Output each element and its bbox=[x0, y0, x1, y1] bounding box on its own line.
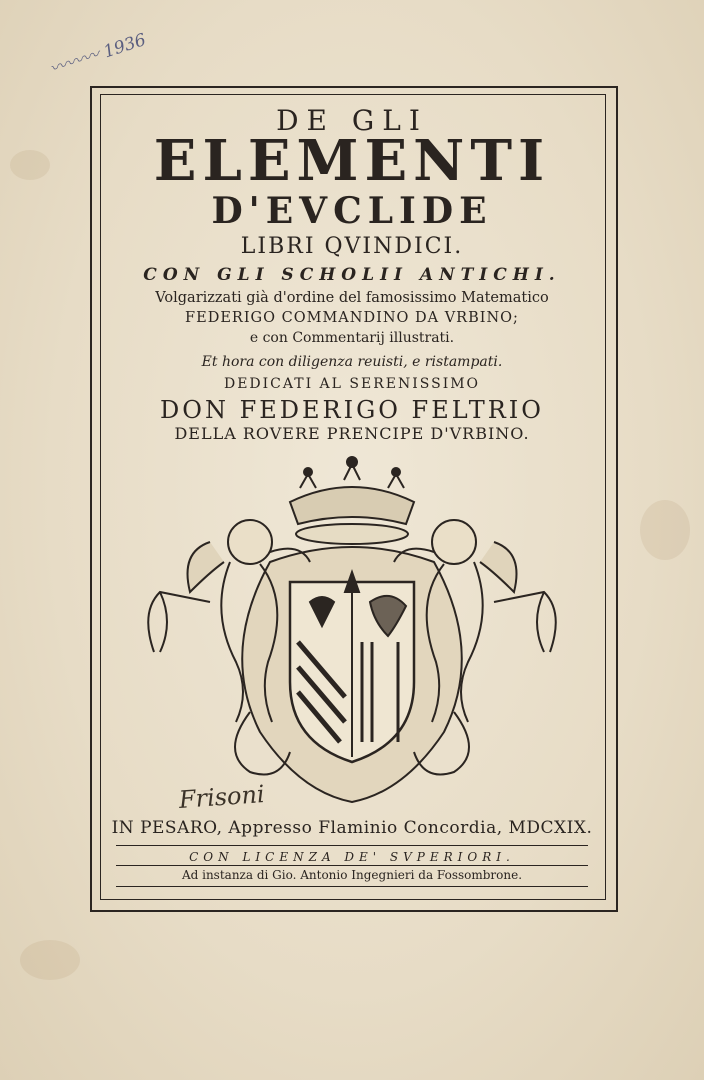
imprint-license-line: CON LICENZA DE' SVPERIORI. bbox=[189, 850, 515, 864]
imprint-rule bbox=[116, 886, 588, 887]
subtitle-scholii: CON GLI SCHOLII ANTICHI. bbox=[143, 265, 561, 285]
coat-of-arms-engraving bbox=[140, 452, 564, 812]
paper-stain bbox=[640, 500, 690, 560]
title-line-euclide: D'EVCLIDE bbox=[211, 190, 493, 232]
dedicatee-title: DELLA ROVERE PRENCIPE D'VRBINO. bbox=[174, 424, 530, 443]
crown-icon bbox=[290, 457, 414, 544]
translation-note: Volgarizzati già d'ordine del famosissimo Matematico bbox=[155, 290, 549, 306]
dedication-line: DEDICATI AL SERENISSIMO bbox=[223, 376, 481, 392]
imprint-place-line: IN PESARO, Appresso Flaminio Concordia, MDCXIX. bbox=[111, 818, 593, 838]
handwritten-note: 〰〰〰 1936 bbox=[47, 29, 149, 80]
paper-stain bbox=[10, 150, 50, 180]
handwritten-signature: Frisoni bbox=[178, 780, 266, 814]
title-line-elementi: ELEMENTI bbox=[153, 128, 551, 194]
imprint-rule bbox=[116, 865, 588, 866]
paper-stain bbox=[20, 940, 80, 980]
title-line-degli: DE GLI bbox=[276, 104, 428, 137]
title-line-libri: LIBRI QVINDICI. bbox=[240, 234, 464, 259]
imprint-instance-line: Ad instanza di Gio. Antonio Ingegnieri da Fossombrone. bbox=[181, 868, 523, 882]
imprint-rule bbox=[116, 845, 588, 846]
shield-icon bbox=[290, 572, 414, 762]
revision-note: Et hora con diligenza reuisti, e ristampati. bbox=[201, 354, 503, 370]
commentary-note: e con Commentarij illustrati. bbox=[249, 330, 455, 346]
translator-name: FEDERIGO COMMANDINO DA VRBINO; bbox=[185, 310, 519, 326]
dedicatee-name: DON FEDERIGO FELTRIO bbox=[160, 396, 544, 424]
